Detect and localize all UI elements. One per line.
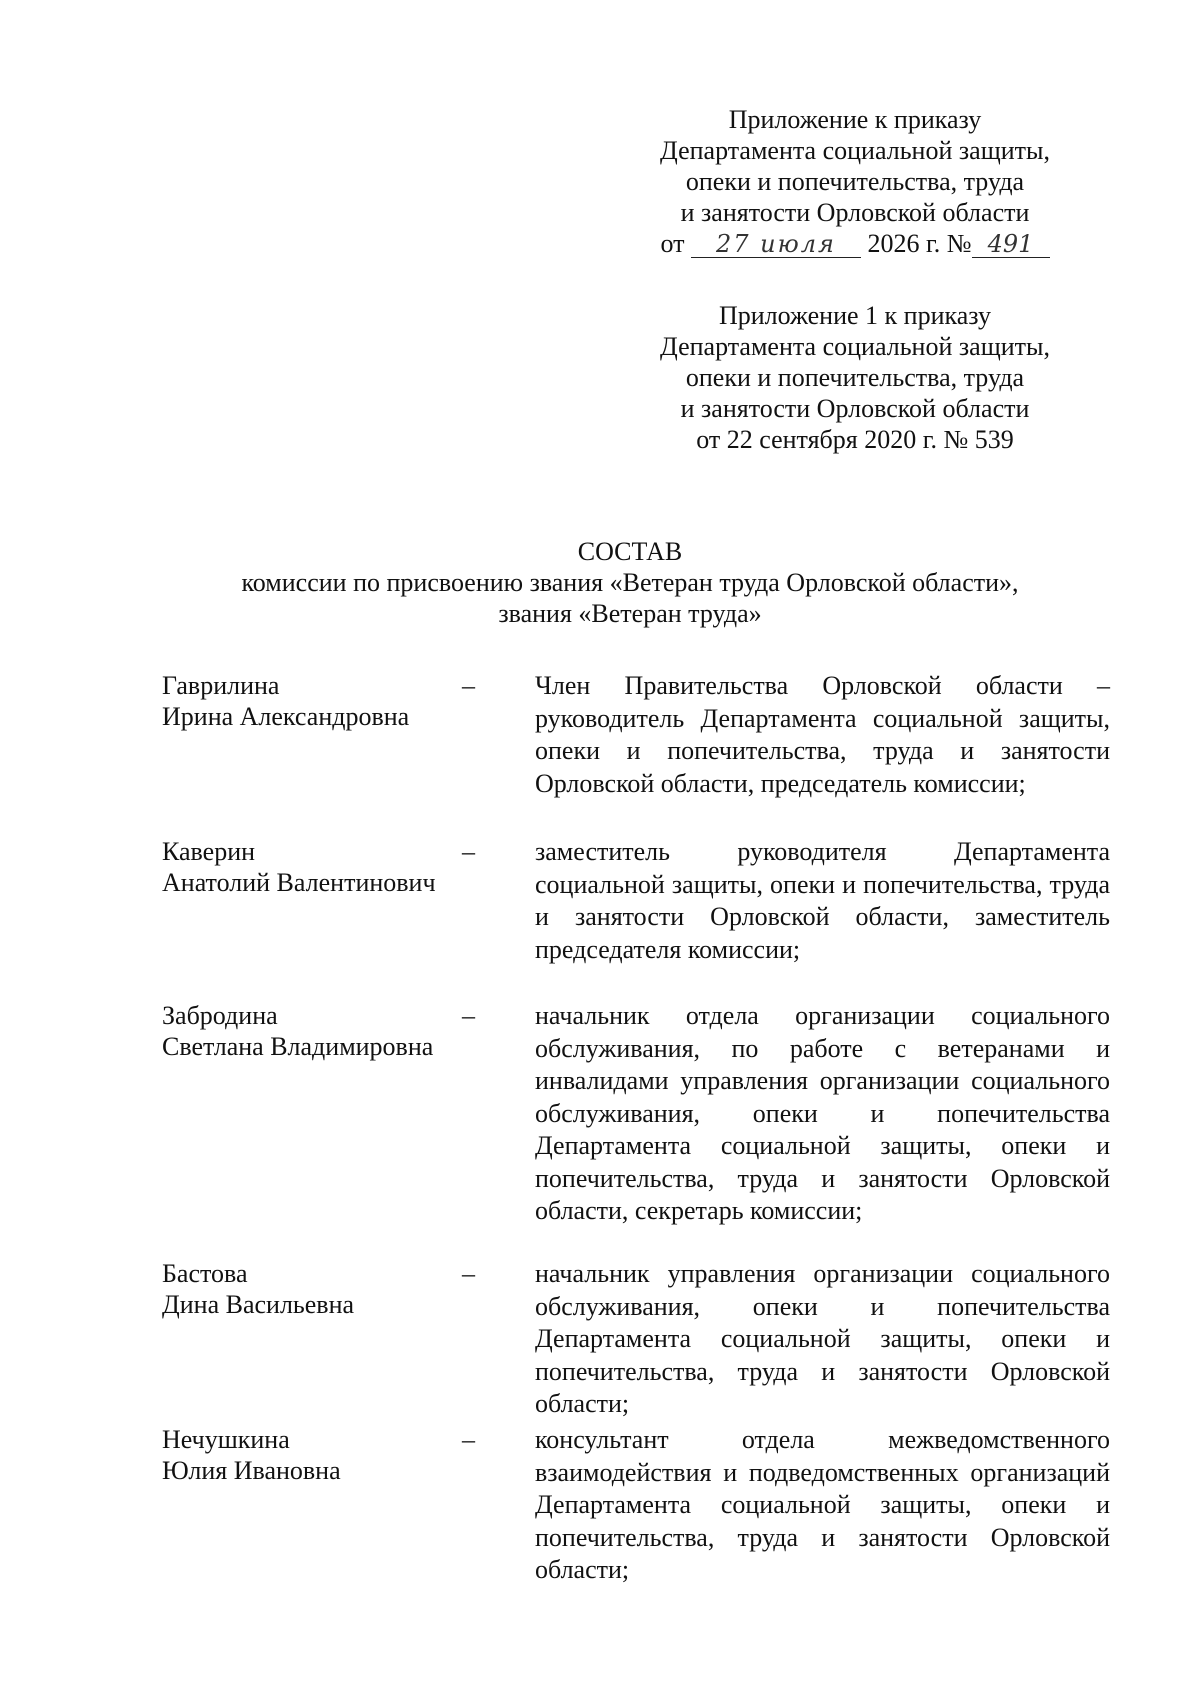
- title-heading: СОСТАВ: [577, 537, 683, 566]
- appendix-current-line1: Приложение к приказу: [728, 105, 982, 134]
- member-name: [162, 1258, 462, 1320]
- appendix-original-line3: опеки и попечительства, труда: [685, 363, 1025, 392]
- member-dash: –: [462, 1001, 475, 1030]
- date-prefix: от: [660, 229, 685, 258]
- member-name: [162, 836, 462, 898]
- appendix-current-line2: Департамента социальной защиты,: [660, 136, 1050, 165]
- handwritten-date: 27 июля: [691, 231, 861, 258]
- member-role: консультант отдела межведомственного взаимодействия и подведомственных организаций Департамента социальной защиты, опеки и попечительства, труда и занятости Орловской области;: [535, 1425, 1110, 1584]
- member-dash: –: [462, 837, 475, 866]
- member-surname: Каверин: [162, 837, 256, 866]
- member-name: [162, 1000, 462, 1062]
- member-given-names: Светлана Владимировна: [162, 1032, 434, 1061]
- member-given-names: Юлия Ивановна: [162, 1456, 341, 1485]
- appendix-original-line4: и занятости Орловской области: [680, 394, 1030, 423]
- member-given-names: Ирина Александровна: [162, 702, 410, 731]
- member-role: заместитель руководителя Департамента социальной защиты, опеки и попечительства, труда и занятости Орловской области, заместитель председателя комиссии;: [535, 837, 1110, 964]
- appendix-current-line4: и занятости Орловской области: [680, 198, 1030, 227]
- document-title: [150, 536, 1110, 629]
- member-surname: Бастова: [162, 1259, 248, 1288]
- date-year: 2026 г. №: [867, 229, 972, 258]
- member-dash: –: [462, 671, 475, 700]
- appendix-current-line3: опеки и попечительства, труда: [685, 167, 1025, 196]
- appendix-current-header: [620, 104, 1090, 259]
- member-dash: –: [462, 1259, 475, 1288]
- member-given-names: Анатолий Валентинович: [162, 868, 436, 897]
- member-dash: –: [462, 1425, 475, 1454]
- member-given-names: Дина Васильевна: [162, 1290, 355, 1319]
- appendix-current-date-line: [620, 228, 1090, 259]
- appendix-original-line1: Приложение 1 к приказу: [718, 301, 991, 330]
- member-surname: Нечушкина: [162, 1425, 290, 1454]
- appendix-original-header: [620, 300, 1090, 455]
- member-name: [162, 670, 462, 732]
- title-line3: звания «Ветеран труда»: [498, 599, 762, 628]
- member-role: Член Правительства Орловской области – руководитель Департамента социальной защиты, опеки и попечительства, труда и занятости Орловской области, председатель комиссии;: [535, 671, 1110, 798]
- member-surname: Забродина: [162, 1001, 278, 1030]
- member-role: начальник отдела организации социального обслуживания, по работе с ветеранами и инвалидами управления организации социального обслуживания, опеки и попечительства Департамента социальной защиты, опеки и попечительства, труда и занятости Орловской области, секретарь комиссии;: [535, 1001, 1110, 1225]
- appendix-original-line2: Департамента социальной защиты,: [660, 332, 1050, 361]
- handwritten-order-number: 491: [972, 231, 1050, 258]
- member-surname: Гаврилина: [162, 671, 280, 700]
- title-line2: комиссии по присвоению звания «Ветеран труда Орловской области»,: [241, 568, 1019, 597]
- member-role: начальник управления организации социального обслуживания, опеки и попечительства Департамента социальной защиты, опеки и попечительства, труда и занятости Орловской области;: [535, 1259, 1110, 1418]
- member-name: [162, 1424, 462, 1486]
- appendix-original-line5: от 22 сентября 2020 г. № 539: [696, 425, 1014, 454]
